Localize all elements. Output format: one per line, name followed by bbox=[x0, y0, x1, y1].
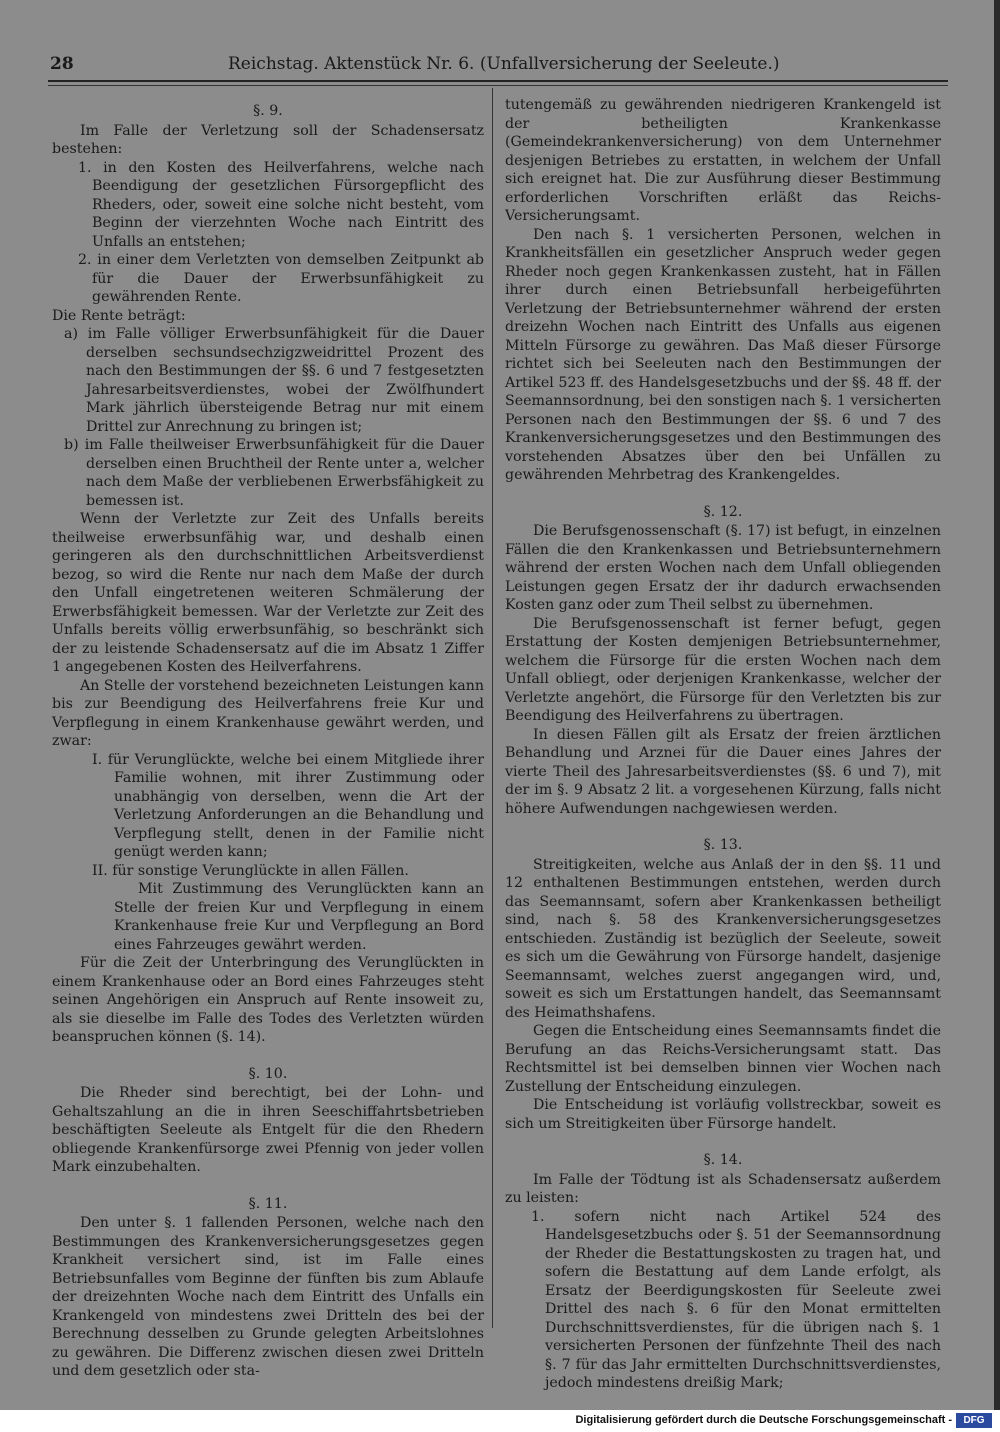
header-rule-thin bbox=[48, 85, 948, 86]
paragraph: Wenn der Verletzte zur Zeit des Unfalls bereits theilweise erwerbsunfähig war, und deshalb einen geringeren als den durchschnittlichen Arbeitsverdienst bezog, so wird die Rente nur nach dem Maße der durch den Unfall eingetretenen weiteren Schmälerung der Erwerbsfähigkeit bemessen. War der Verletzte zur Zeit des Unfalls bereits völlig erwerbsunfähig, so beschränkt sich der zu leistende Schadensersatz auf die im Absatz 1 Ziffer 1 angegebenen Kosten des Heilverfahrens. bbox=[52, 511, 484, 675]
list-item: 1. sofern nicht nach Artikel 524 des Handelsgesetzbuchs oder §. 51 der Seemannsordnung der Rheder die Bestattungskosten zu tragen hat, und sofern die Bestattung auf dem Lande erfolgt, als Ersatz der Beerdigungskosten für Seeleute zwei Drittel des nach §. 6 für den Monat ermittelten Durchschnittsverdienstes, für die übrigen nach §. 1 versicherten Personen der fünfzehnte Theil des nach §. 7 für das Jahr ermittelten Durchschnittsverdienstes, jedoch mindestens dreißig Mark; bbox=[531, 1208, 941, 1391]
paragraph: Die Berufsgenossenschaft ist ferner befugt, gegen Erstattung der Kosten demjenigen Betriebsunternehmer, welchem die Fürsorge für die ersten Wochen nach dem Unfall obliegt, oder derjenigen Krankenkasse, welcher der Verletzte angehört, die Fürsorge für den Verletzten bis zur Beendigung des Heilverfahrens zu übertragen. bbox=[505, 615, 941, 724]
left-column bbox=[52, 96, 484, 1381]
paragraph: tutengemäß zu gewährenden niedrigeren Krankengeld ist der betheiligten Krankenkasse (Gemeindekrankenversicherung) von dem Unternehmer desjenigen Betriebes zu erstatten, in welchem der Unfall sich ereignet hat. Die zur Ausführung dieser Bestimmung erforderlichen Vorschriften erläßt das Reichs-Versicherungsamt. bbox=[505, 97, 941, 224]
spacer bbox=[505, 485, 941, 497]
section-heading: §. 12. bbox=[703, 503, 743, 520]
paragraph: Die Rente beträgt: bbox=[52, 307, 186, 324]
page-edge-shadow bbox=[994, 0, 1000, 1410]
funding-credit: Digitalisierung gefördert durch die Deutsche Forschungsgemeinschaft - bbox=[575, 1414, 952, 1426]
header-rule bbox=[48, 80, 948, 82]
list-item: a) im Falle völliger Erwerbsunfähigkeit für die Dauer derselben sechsundsechzigzweidrittel Prozent des nach den Bestimmungen der §§. 6 und 7 festgesetzten Jahresarbeitsverdienstes, wobei der Zwölfhundert Mark jährlich übersteigende Betrag nur mit einem Drittel zur Anrechnung zu bringen ist; bbox=[64, 326, 484, 435]
section-heading: §. 9. bbox=[253, 103, 283, 119]
paragraph: An Stelle der vorstehend bezeichneten Leistungen kann bis zur Beendigung des Heilverfahrens freie Kur und Verpflegung in einem Krankenhause gewährt werden, und zwar: bbox=[52, 677, 484, 749]
list-item: I. für Verunglückte, welche bei einem Mitgliede ihrer Familie wohnen, mit ihrer Zustimmung oder unabhängig von derselben, wenn die Art der Verletzung Anforderungen an die Behandlung und Verpflegung stellt, denen in der Familie nicht genügt werden kann; bbox=[92, 751, 484, 860]
page-number: 28 bbox=[50, 54, 74, 74]
paragraph: Für die Zeit der Unterbringung des Verunglückten in einem Krankenhause oder an Bord eines Fahrzeuges steht seinen Angehörigen ein Anspruch auf Rente insoweit zu, als sie dieselbe im Falle des Todes des Verletzten würden beanspruchen können (§. 14). bbox=[52, 955, 484, 1045]
list-item: 2. in einer dem Verletzten von demselben Zeitpunkt ab für die Dauer der Erwerbsunfähigkeit zu gewährenden Rente. bbox=[78, 252, 484, 305]
paragraph: Streitigkeiten, welche aus Anlaß der in den §§. 11 und 12 enthaltenen Bestimmungen entstehen, werden durch das Seemannsamt, sofern aber Krankenkassen betheiligt sind, nach §. 58 des Krankenversicherungsgesetzes entschieden. Zuständig ist bezüglich der Seeleute, soweit es sich um die Gewährung von Fürsorge handelt, dasjenige Seemannsamt, welches zuerst angegangen wird, und, soweit es sich um Erstattungen handelt, das Seemannsamt des Heimathshafens. bbox=[505, 856, 941, 1021]
paragraph: Im Falle der Tödtung ist als Schadensersatz außerdem zu leisten: bbox=[505, 1171, 941, 1206]
paragraph: Die Berufsgenossenschaft (§. 17) ist befugt, in einzelnen Fällen die den Krankenkassen und Betriebsunternehmern während der ersten Wochen nach dem Unfall obliegenden Leistungen gegen Ersatz der ihr dadurch erwachsenden Kosten ganz oder zum Theil selbst zu übernehmen. bbox=[505, 523, 941, 613]
column-divider bbox=[492, 88, 493, 1328]
footer bbox=[0, 1410, 1000, 1432]
paragraph: Im Falle der Verletzung soll der Schadensersatz bestehen: bbox=[52, 122, 484, 157]
page-header bbox=[48, 52, 948, 82]
dfg-logo-icon: DFG bbox=[956, 1413, 992, 1428]
spacer bbox=[52, 1047, 484, 1059]
list-item: II. für sonstige Verunglückte in allen Fällen. bbox=[92, 862, 409, 879]
paragraph: Die Rheder sind berechtigt, bei der Lohn- und Gehaltszahlung an die in ihren Seeschiffahrtsbetrieben beschäftigten Seeleute als Entgelt für die den Rhedern obliegende Krankenfürsorge zwei Pfennig von jeder vollen Mark einzubehalten. bbox=[52, 1085, 484, 1175]
paragraph: In diesen Fällen gilt als Ersatz der freien ärztlichen Behandlung und Arznei für die Dauer eines Jahres der vierte Theil des Jahresarbeitsverdienstes (§§. 6 und 7), mit der im §. 9 Absatz 2 lit. a vorgesehenen Kürzung, falls nicht höhere Aufwendungen nachgewiesen werden. bbox=[505, 726, 941, 817]
paragraph: Mit Zustimmung des Verunglückten kann an Stelle der freien Kur und Verpflegung in einem Krankenhause freie Kur und Verpflegung an Bord eines Fahrzeuges gewährt werden. bbox=[114, 881, 484, 953]
section-heading: §. 10. bbox=[248, 1065, 288, 1082]
running-title: Reichstag. Aktenstück Nr. 6. (Unfallversicherung der Seeleute.) bbox=[228, 54, 780, 74]
list-item: 1. in den Kosten des Heilverfahrens, welche nach Beendigung der gesetzlichen Fürsorgepflicht des Rheders, oder, soweit eine solche nicht besteht, vom Beginn der vierzehnten Woche nach Eintritt des Unfalls an entstehen; bbox=[78, 159, 484, 250]
section-heading: §. 14. bbox=[703, 1152, 743, 1168]
paragraph: Den unter §. 1 fallenden Personen, welche nach den Bestimmungen des Krankenversicherungsgesetzes gegen Krankheit versichert sind, ist im Falle eines Betriebsunfalles vom Beginne der fünften bis zum Ablaufe der dreizehnten Woche nach dem Eintritt des Unfalls ein Krankengeld von mindestens zwei Dritteln des bei der Berechnung desselben zu Grunde gelegten Arbeitslohnes zu gewähren. Die Differenz zwischen diesen zwei Dritteln und dem gesetzlich oder sta- bbox=[52, 1215, 484, 1379]
spacer bbox=[52, 1177, 484, 1189]
list-item: b) im Falle theilweiser Erwerbsunfähigkeit für die Dauer derselben einen Bruchtheil der Rente unter a, welcher nach dem Maße der verbliebenen Erwerbsfähigkeit zu bemessen ist. bbox=[64, 437, 484, 509]
section-heading: §. 11. bbox=[248, 1195, 288, 1212]
spacer bbox=[505, 818, 941, 830]
paragraph: Die Entscheidung ist vorläufig vollstreckbar, soweit es sich um Streitigkeiten über Fürsorge handelt. bbox=[505, 1097, 941, 1132]
section-heading: §. 13. bbox=[703, 837, 743, 853]
right-column bbox=[505, 96, 941, 1393]
paragraph: Den nach §. 1 versicherten Personen, welchen in Krankheitsfällen ein gesetzlicher Anspruch weder gegen Rheder noch gegen Krankenkassen zusteht, hat in Fällen ihrer durch einen Betriebsunfall herbeigeführten Verletzung der Betriebsunternehmer während der ersten dreizehn Wochen nach Eintritt des Unfalls aus eigenen Mitteln Fürsorge zu gewähren. Das Maß dieser Fürsorge richtet sich bei Seeleuten nach den Bestimmungen der Artikel 523 ff. des Handelsgesetzbuchs und der §§. 48 ff. der Seemannsordnung, bei den sonstigen nach §. 1 versicherten Personen nach den Bestimmungen der §§. 6 und 7 des Krankenversicherungsgesetzes und den Bestimmungen des vorstehenden Absatzes über den bei Unfällen zu gewährenden Mehrbetrag des Krankengeldes. bbox=[505, 226, 941, 483]
paragraph: Gegen die Entscheidung eines Seemannsamts findet die Berufung an das Reichs-Versicherungsamt statt. Das Rechtsmittel ist bei demselben binnen vier Wochen nach Zustellung der Entscheidung einzulegen. bbox=[505, 1023, 941, 1095]
spacer bbox=[505, 1133, 941, 1145]
